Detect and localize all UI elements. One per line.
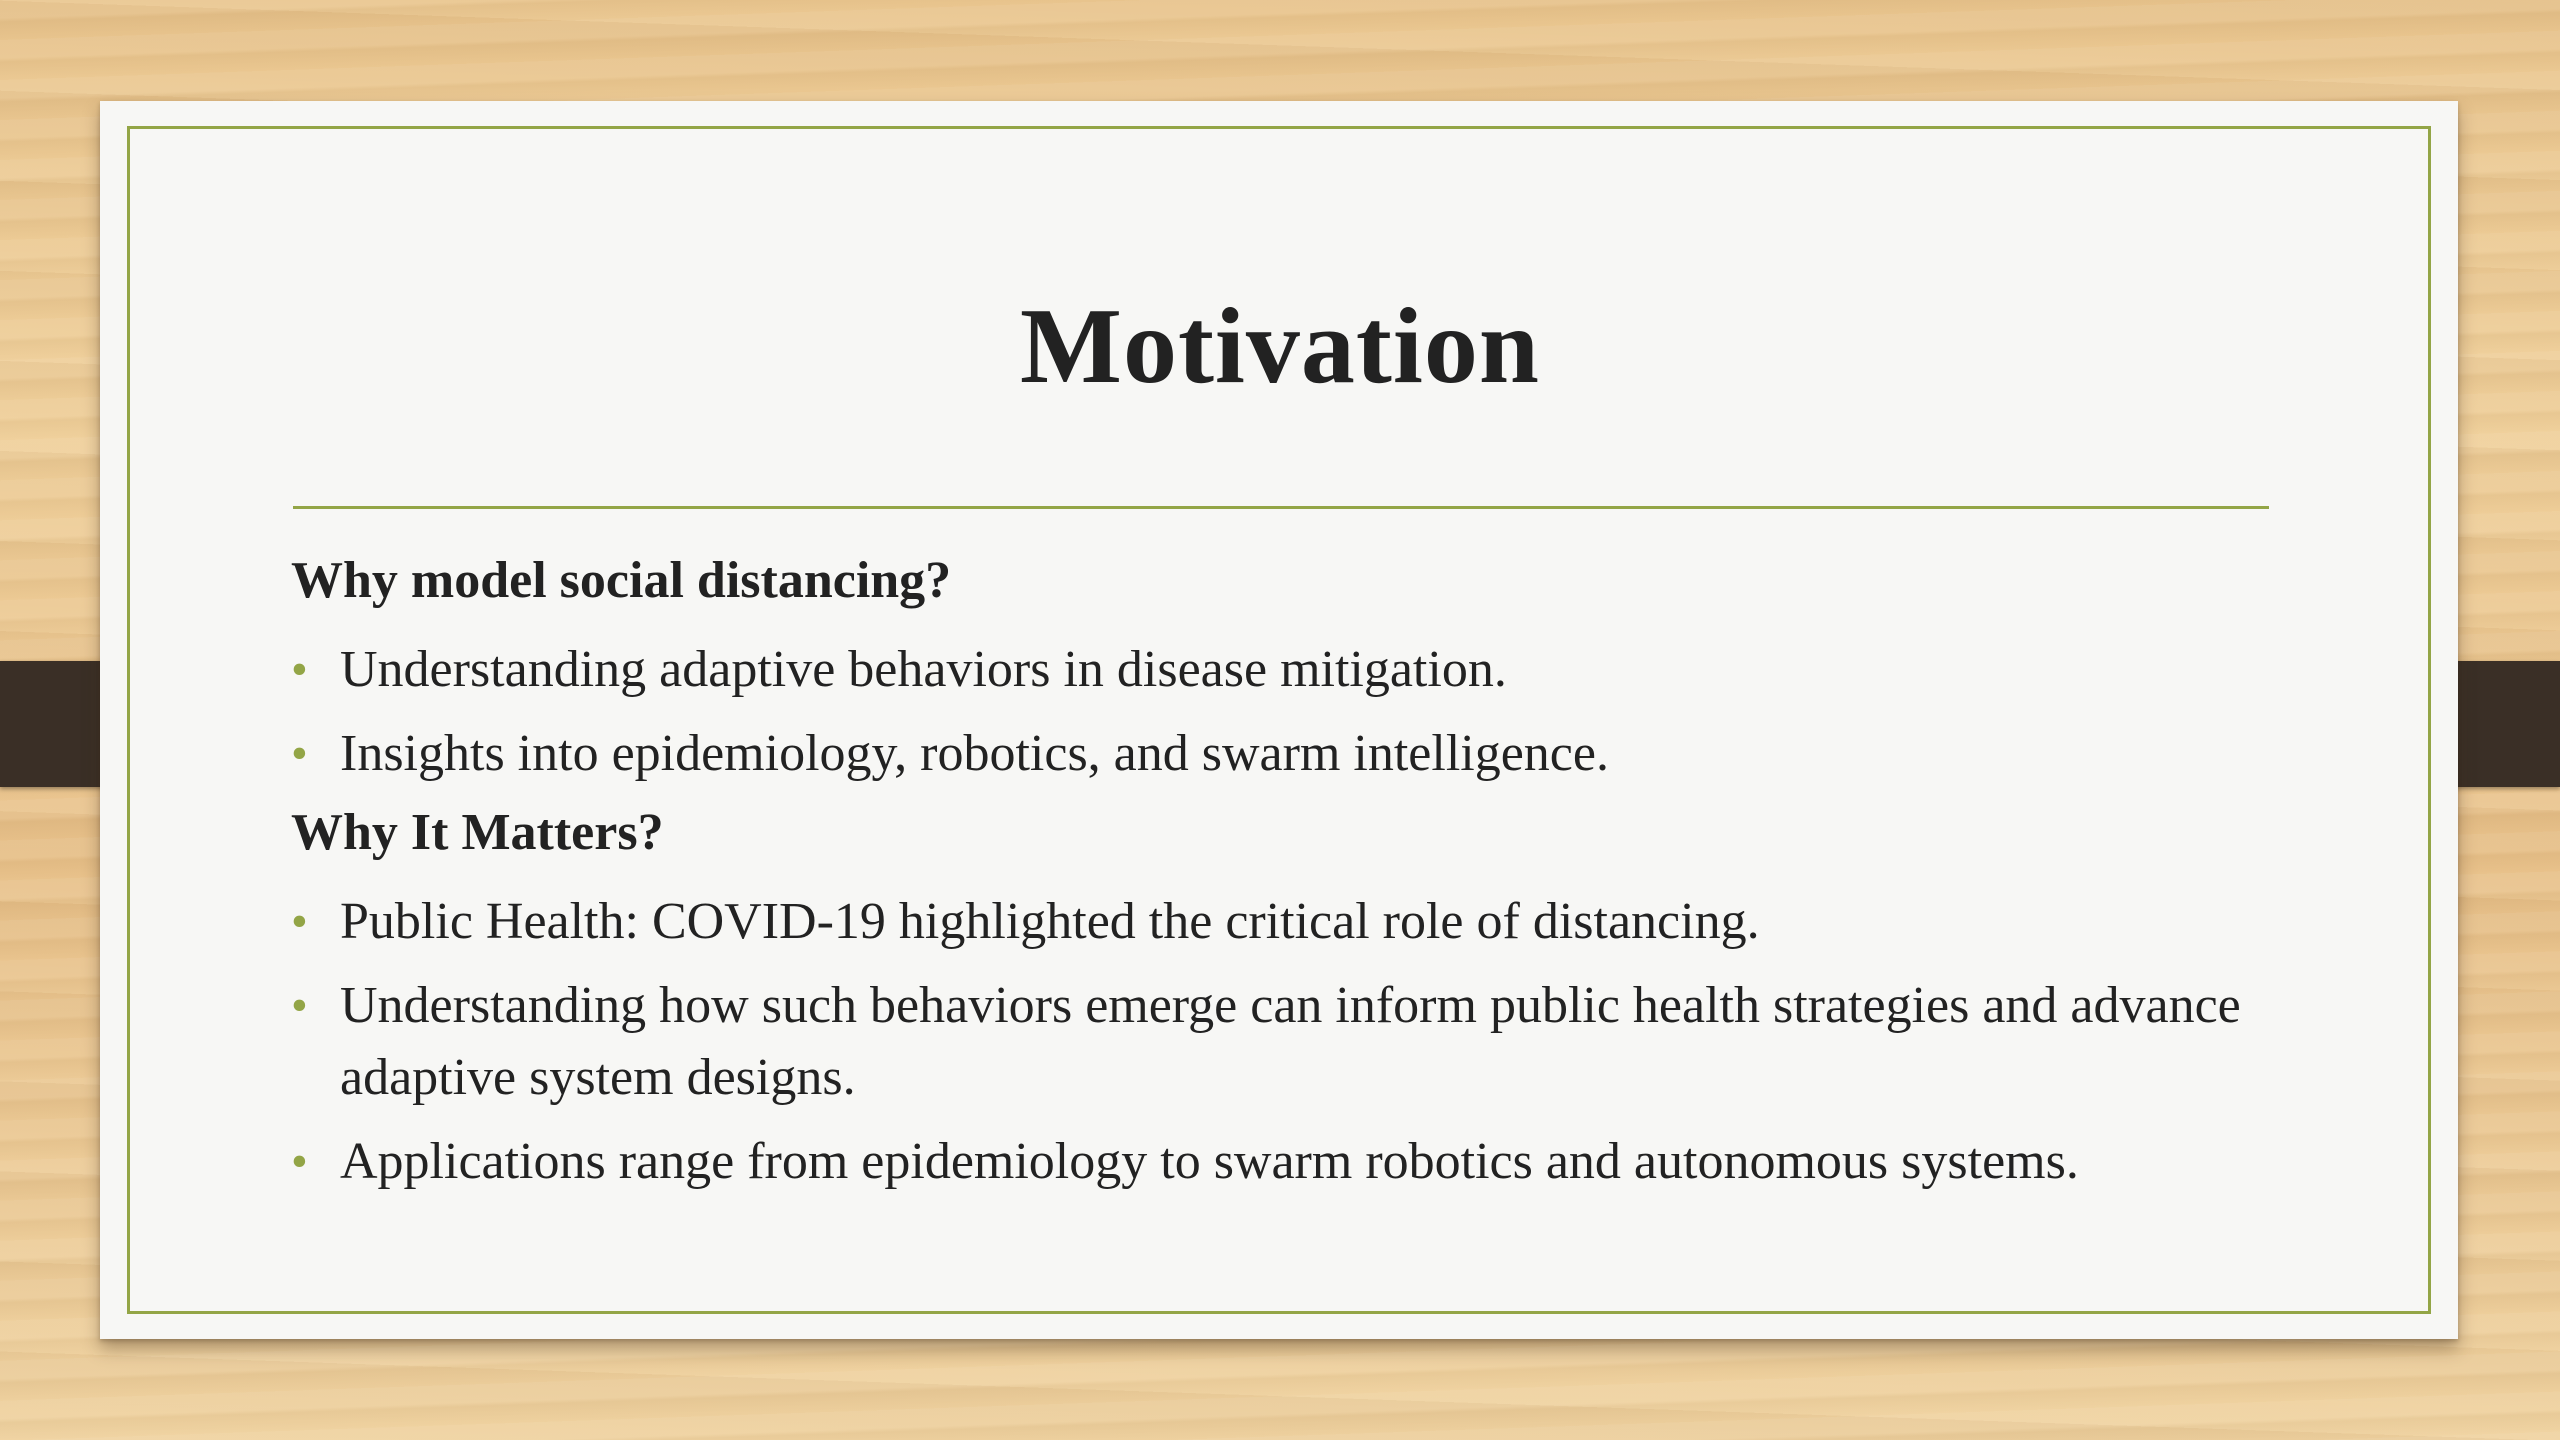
bullet-text: Applications range from epidemiology to swarm robotics and autonomous systems.	[340, 1133, 2079, 1190]
bullet-item	[291, 718, 2281, 790]
bullet-text: Understanding how such behaviors emerge can inform public health strategies and advance adaptive system designs.	[340, 977, 2241, 1106]
title-divider	[293, 506, 2269, 509]
bullet-dot-icon: •	[291, 1135, 308, 1188]
bullet-dot-icon: •	[291, 643, 308, 696]
slide-title: Motivation	[1020, 287, 1540, 406]
bullet-text: Insights into epidemiology, robotics, and swarm intelligence.	[340, 725, 1609, 782]
bullet-text: Public Health: COVID-19 highlighted the critical role of distancing.	[340, 893, 1760, 950]
bullet-item	[291, 634, 2281, 706]
bullet-dot-icon: •	[291, 895, 308, 948]
bullet-item	[291, 1126, 2281, 1198]
slide-body	[291, 550, 2281, 1210]
bullet-dot-icon: •	[291, 979, 308, 1032]
bullet-dot-icon: •	[291, 727, 308, 780]
bullet-text: Understanding adaptive behaviors in disease mitigation.	[340, 641, 1507, 698]
section-heading: Why model social distancing?	[291, 552, 952, 609]
section-heading: Why It Matters?	[291, 804, 664, 861]
bullet-item	[291, 886, 2281, 958]
bullet-item	[291, 970, 2281, 1114]
